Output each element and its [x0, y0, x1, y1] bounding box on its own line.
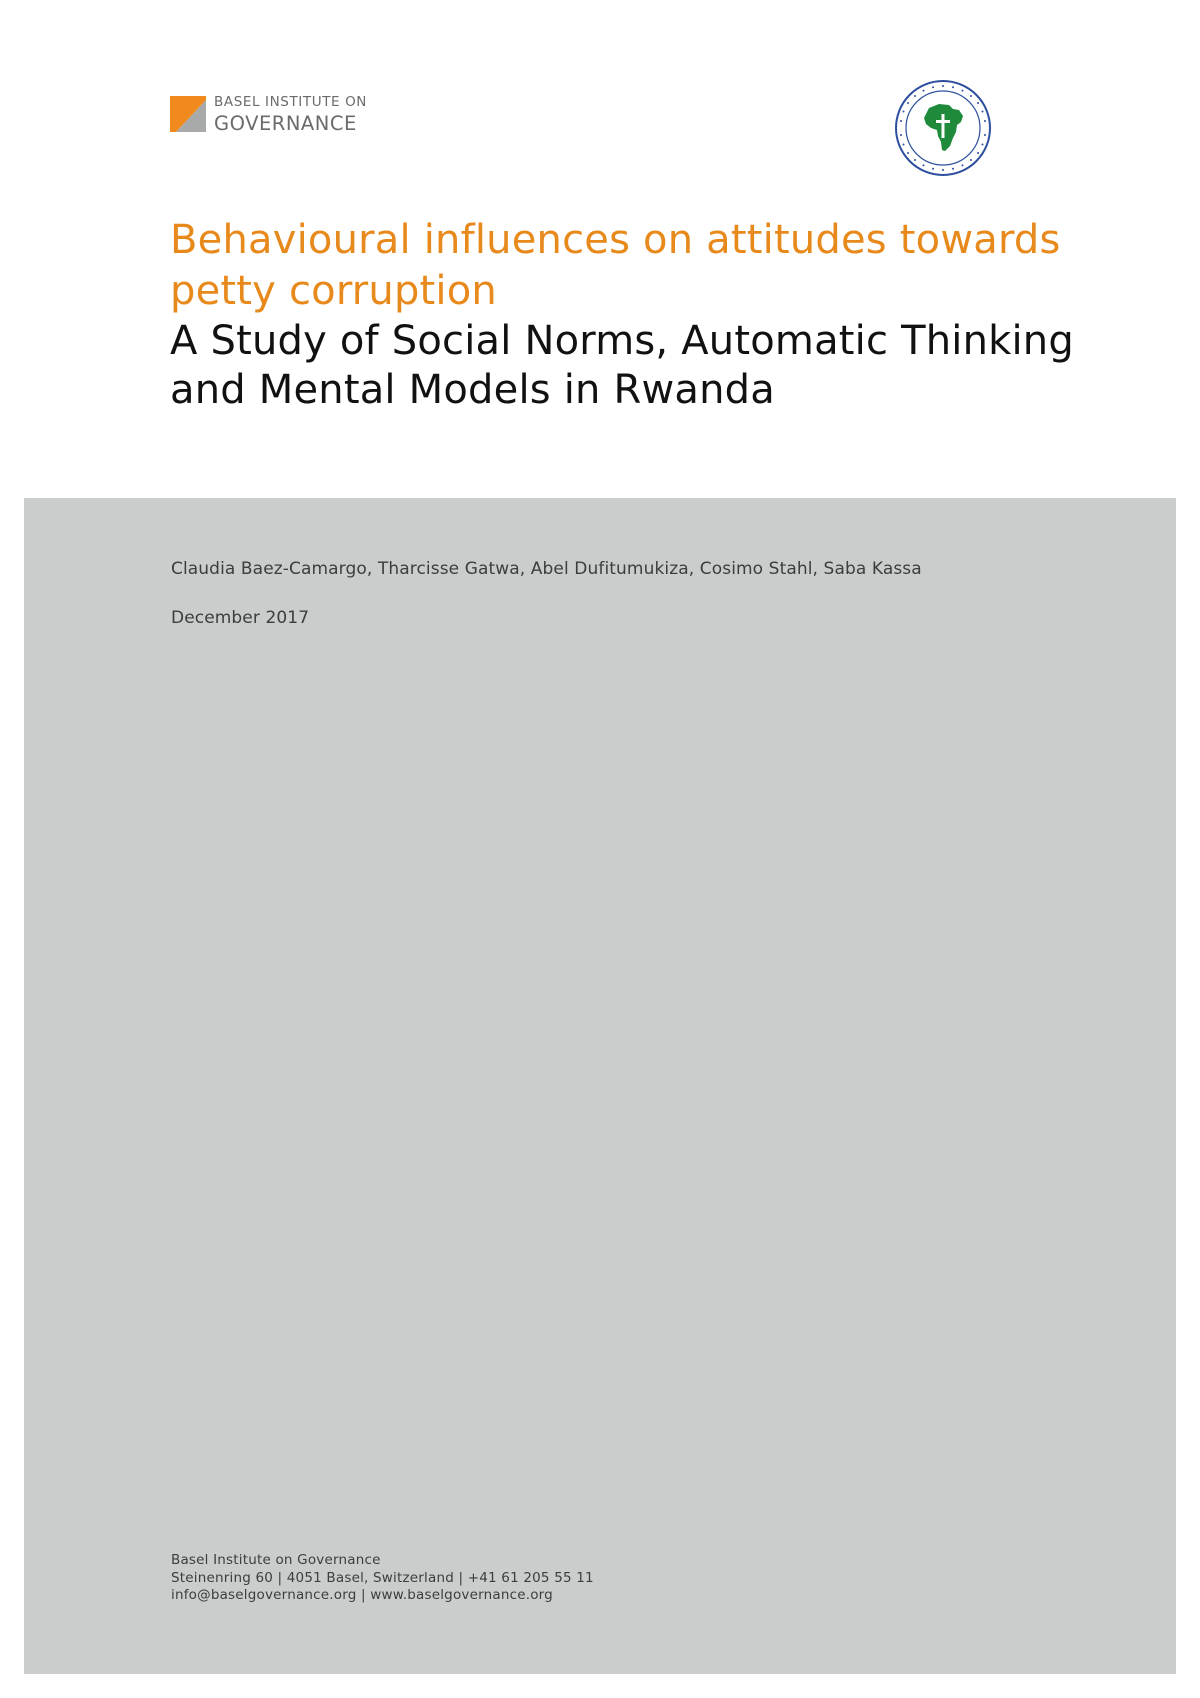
seal-emblem-icon	[893, 78, 993, 178]
basel-institute-logo	[170, 95, 367, 133]
basel-logo-line1: BASEL INSTITUTE ON	[214, 94, 368, 110]
footer-organization: Basel Institute on Governance	[171, 1552, 381, 1568]
pieass-seal-logo	[893, 78, 993, 178]
subtitle-line-1: A Study of Social Norms, Automatic Thinking	[170, 318, 1074, 364]
document-title	[170, 215, 1150, 415]
publication-date: December 2017	[171, 608, 310, 628]
basel-logo-text	[214, 95, 367, 133]
subtitle-line-2: and Mental Models in Rwanda	[170, 367, 775, 413]
basel-logo-mark-icon	[170, 96, 206, 132]
gray-cover-panel	[24, 498, 1176, 1674]
footer-web: info@baselgovernance.org | www.baselgovernance.org	[171, 1587, 553, 1603]
title-line-1: Behavioural influences on attitudes towards	[170, 217, 1061, 263]
title-line-2: petty corruption	[170, 268, 497, 314]
contact-footer	[171, 1552, 594, 1605]
footer-address: Steinenring 60 | 4051 Basel, Switzerland | +41 61 205 55 11	[171, 1569, 594, 1586]
authors-list: Claudia Baez-Camargo, Tharcisse Gatwa, Abel Dufitumukiza, Cosimo Stahl, Saba Kassa	[171, 559, 922, 579]
basel-logo-line2: GOVERNANCE	[214, 111, 357, 135]
